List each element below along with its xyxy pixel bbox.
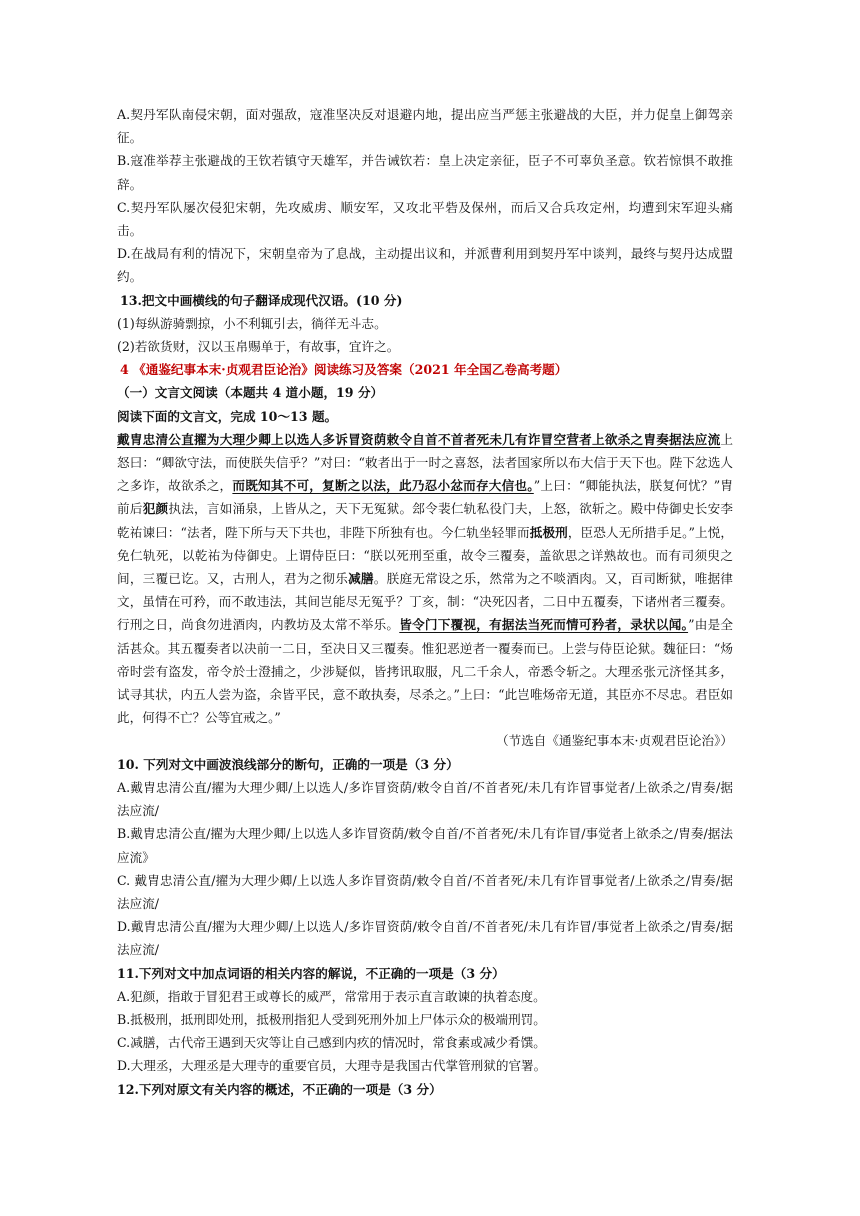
passage-text: 执法，言如涌泉，上皆从之，天下无冤狱。郐令裴仁轨私役门夫，上怒，欲斩之。殿中侍御史长安李乾祐谏曰：“法者，陛下所与天下共也，非陛下所独有也。今仁轨坐轻罪而 (117, 501, 734, 540)
q10-option-b: B.戴胄忠清公直/擢为大理少卿/上以选人多诈冒资荫/敕令自首/不首者死/未几有诈冒/事觉者上欲杀之/胄奏/据法应流》 (117, 826, 733, 865)
underlined-sentence-2: 皆令门下覆视，有据法当死而情可矜者，录状以闻。 (399, 617, 689, 633)
q10-option-a: A.戴胄忠清公直/擢为大理少卿/上以选人/多诈冒资荫/敕令自首/不首者死/未几有诈冒事觉者/上欲杀之/胄奏/据法应流/ (117, 779, 733, 819)
q10-option-c: C. 戴胄忠清公直/擢为大理少卿/上以选人多诈冒资荫/敕令自首/不首者死/未几有诈冒事觉者/上欲杀之/胄奏/据法应流/ (117, 872, 733, 911)
q10-heading: 10. 下列对文中画波浪线部分的断句，正确的一项是（3 分） (117, 756, 459, 772)
dotted-word-fanyan: 犯颜 (142, 501, 169, 517)
passage-text: ”由是全活甚众。其五覆奏者以决前一二日，至决日又三覆奏。惟犯恶逆者一覆奏而已。上尝与侍臣论狱。魏征曰：“炀帝时尝有盗发，帝令於士澄捕之，少涉疑似，皆拷讯取服，凡二千余人，帝悉令斩之。大理丞张元济怪其多，试寻其状，内五人尝为盗，余皆平民，意不敢执奏，尽杀之。”上曰：“此岂唯炀帝无道，其臣亦不尽忠。君臣如此，何得不亡？公等宜戒之。” (117, 617, 733, 726)
option-d-prev: D.在战局有利的情况下，宋朝皇帝为了息战，主动提出议和，并派曹利用到契丹军中谈判，最终与契丹达成盟约。 (117, 246, 733, 285)
q11-option-b: B.抵极刑，抵刑即处刑，抵极刑指犯人受到死刑外加上尸体示众的极端刑罚。 (117, 1011, 546, 1027)
q11-heading: 11.下列对文中加点词语的相关内容的解说，不正确的一项是（3 分） (117, 965, 505, 981)
passage-text: ”上曰：“卿能执法，朕复何忧？”胄前后 (117, 478, 734, 517)
passage (117, 428, 733, 730)
option-a-prev: A.契丹军队南侵宋朝，面对强敌，寇准坚决反对退避内地，提出应当严惩主张避战的大臣，并力促皇上御驾亲征。 (117, 107, 733, 146)
dotted-word-dijixing: 抵极刑 (529, 524, 568, 540)
passage-text: ，臣恐人无所措手足。”上悦，免仁轨死，以乾祐为侍御史。上谓侍臣曰：“朕以死刑至重，故令三覆奏，盖欲思之详熟故也。而有司须臾之间，三覆已讫。又，古刑人，君为之彻乐 (117, 524, 734, 587)
q13-sentence-2: (2)若欲货财，汉以玉帛赐单于，有故事，宜许之。 (117, 339, 400, 355)
q11-option-d: D.大理丞，大理丞是大理寺的重要官员，大理寺是我国古代掌管刑狱的官署。 (117, 1058, 547, 1074)
dotted-word-jianshan: 减膳 (348, 571, 374, 587)
q12-heading: 12.下列对原文有关内容的概述，不正确的一项是（3 分） (117, 1081, 442, 1097)
underlined-sentence-1: 而既知其不可，复断之以法，此乃忍小忿而存大信也。 (232, 478, 534, 494)
passage-source: （节选自《通鉴纪事本末·贞观君臣论治》） (496, 733, 733, 749)
part-heading: （一）文言文阅读（本题共 4 道小题，19 分） (117, 385, 384, 401)
q11-option-c: C.减膳，古代帝王遇到天灾等让自己感到内疚的情况时，常食素或减少肴馔。 (117, 1035, 546, 1051)
q13-sentence-1: (1)每纵游骑剽掠，小不利辄引去，徜徉无斗志。 (117, 315, 387, 331)
passage-text: 。朕庭无常设之乐，然常为之不啖酒肉。又，百司断狱，唯据律文，虽情在可矜，而不敢违法，其间岂能尽无冤乎？丁亥，制：“决死囚者，二日中五覆奏，下诸州者三覆奏。行刑之日，尚食勿进酒肉，内教坊及太常不举乐。 (117, 571, 734, 633)
q11-option-a: A.犯颜，指敢于冒犯君王或尊长的威严，常常用于表示直言敢谏的执着态度。 (117, 988, 546, 1004)
passage-text: 上怒曰：“卿欲守法，而使朕失信乎？”对曰：“敕者出于一时之喜怒，法者国家所以布大信于天下也。陛下忿选人之多诈，故欲杀之， (117, 431, 733, 494)
section-title: 4 《通鉴纪事本末·贞观君臣论治》阅读练习及答案（2021 年全国乙卷高考题） (120, 362, 568, 378)
instruction: 阅读下面的文言文，完成 10～13 题。 (117, 408, 338, 424)
document-page (117, 103, 733, 1101)
option-c-prev: C.契丹军队屡次侵犯宋朝，先攻威虏、顺安军，又攻北平砦及保州，而后又合兵攻定州，均遭到宋军迎头痛击。 (117, 199, 733, 239)
q10-option-d: D.戴胄忠清公直/擢为大理少卿/上以选人/多诈冒资荫/敕令自首/不首者死/未几有诈冒/事觉者上欲杀之/胄奏/据法应流/ (117, 919, 733, 958)
wavy-line-text: 戴胄忠清公直擢为大理少卿上以选人多诉冒资荫敕令自首不首者死未几有诈冒空营者上欲杀之胄奏据法应流 (117, 431, 721, 447)
option-b-prev: B.寇准举荐主张避战的王钦若镇守天雄军，并告诫钦若：皇上决定亲征，臣子不可辜负圣意。钦若惊惧不敢推辞。 (117, 153, 733, 192)
q13-heading: 13.把文中画横线的句子翻译成现代汉语。(10 分) (120, 292, 403, 308)
